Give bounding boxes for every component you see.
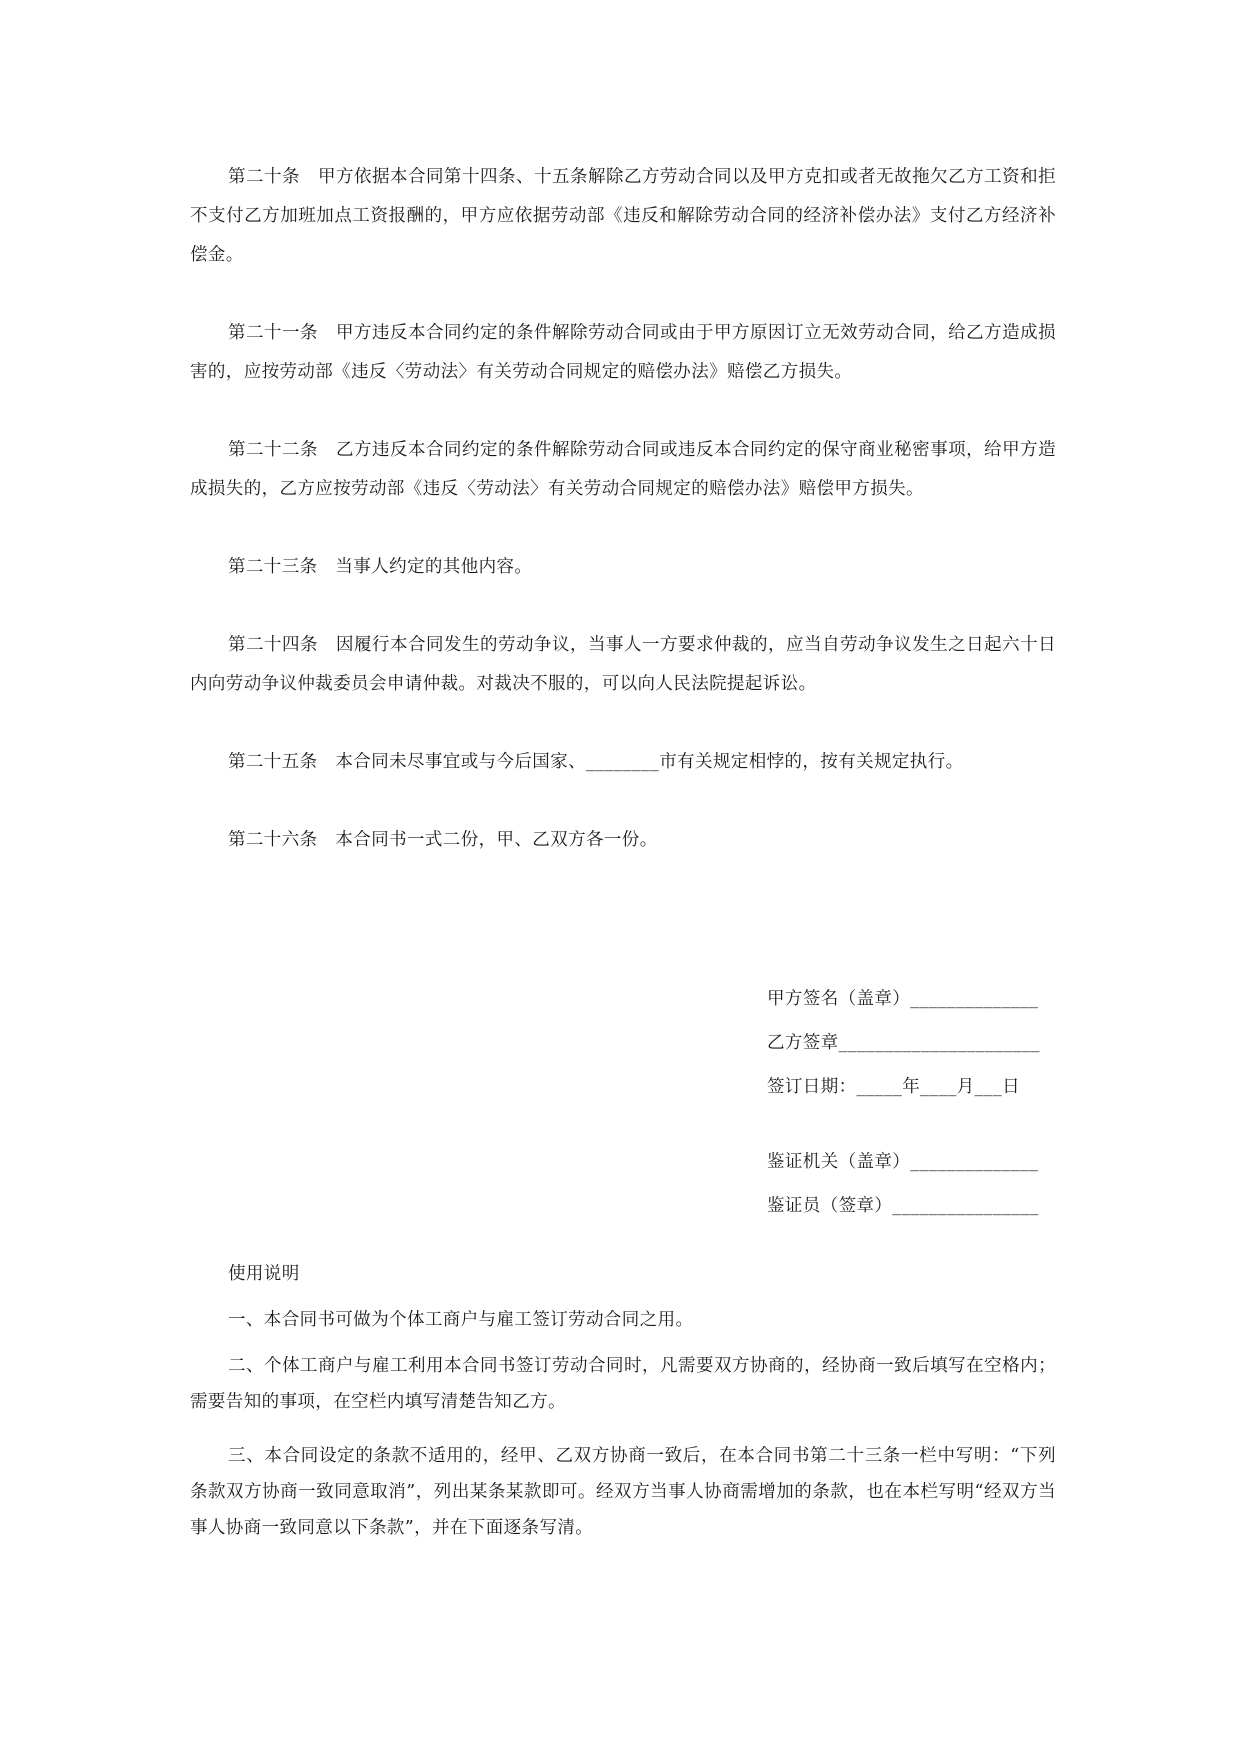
article-25: 第二十五条 本合同未尽事宜或与今后国家、________市有关规定相悖的，按有关规定执行。	[228, 752, 964, 772]
article-20: 第二十条 甲方依据本合同第十四条、十五条解除乙方劳动合同以及甲方克扣或者无故拖欠乙方工资和拒不支付乙方加班加点工资报酬的，甲方应依据劳动部《违反和解除劳动合同的经济补偿办法》支付乙方经济补偿金。	[190, 167, 1056, 265]
instruction-item-2: 二、个体工商户与雇工利用本合同书签订劳动合同时，凡需要双方协商的，经协商一致后填写在空格内；需要告知的事项，在空栏内填写清楚告知乙方。	[190, 1356, 1056, 1412]
article-26: 第二十六条 本合同书一式二份，甲、乙双方各一份。	[228, 830, 658, 850]
verifier-signature: 鉴证员（签章）________________	[767, 1196, 1039, 1216]
instruction-item-3: 三、本合同设定的条款不适用的，经甲、乙双方协商一致后，在本合同书第二十三条一栏中写明：“下列条款双方协商一致同意取消”，列出某条某款即可。经双方当事人协商需增加的条款，也在本栏写明“经双方当事人协商一致同意以下条款”，并在下面逐条写清。	[190, 1446, 1056, 1538]
article-22: 第二十二条 乙方违反本合同约定的条件解除劳动合同或违反本合同约定的保守商业秘密事项，给甲方造成损失的，乙方应按劳动部《违反〈劳动法〉有关劳动合同规定的赔偿办法》赔偿甲方损失。	[190, 440, 1056, 499]
signing-date: 签订日期：_____年____月___日	[767, 1077, 1020, 1097]
party-b-signature: 乙方签章______________________	[767, 1033, 1040, 1053]
article-21: 第二十一条 甲方违反本合同约定的条件解除劳动合同或由于甲方原因订立无效劳动合同，给乙方造成损害的，应按劳动部《违反〈劳动法〉有关劳动合同规定的赔偿办法》赔偿乙方损失。	[190, 323, 1056, 382]
instructions-title: 使用说明	[228, 1264, 300, 1284]
instruction-item-1: 一、本合同书可做为个体工商户与雇工签订劳动合同之用。	[228, 1310, 694, 1330]
party-a-signature: 甲方签名（盖章）______________	[767, 989, 1039, 1009]
authority-seal: 鉴证机关（盖章）______________	[767, 1152, 1039, 1172]
article-24: 第二十四条 因履行本合同发生的劳动争议，当事人一方要求仲裁的，应当自劳动争议发生之日起六十日内向劳动争议仲裁委员会申请仲裁。对裁决不服的，可以向人民法院提起诉讼。	[190, 635, 1056, 694]
article-23: 第二十三条 当事人约定的其他内容。	[228, 557, 533, 577]
